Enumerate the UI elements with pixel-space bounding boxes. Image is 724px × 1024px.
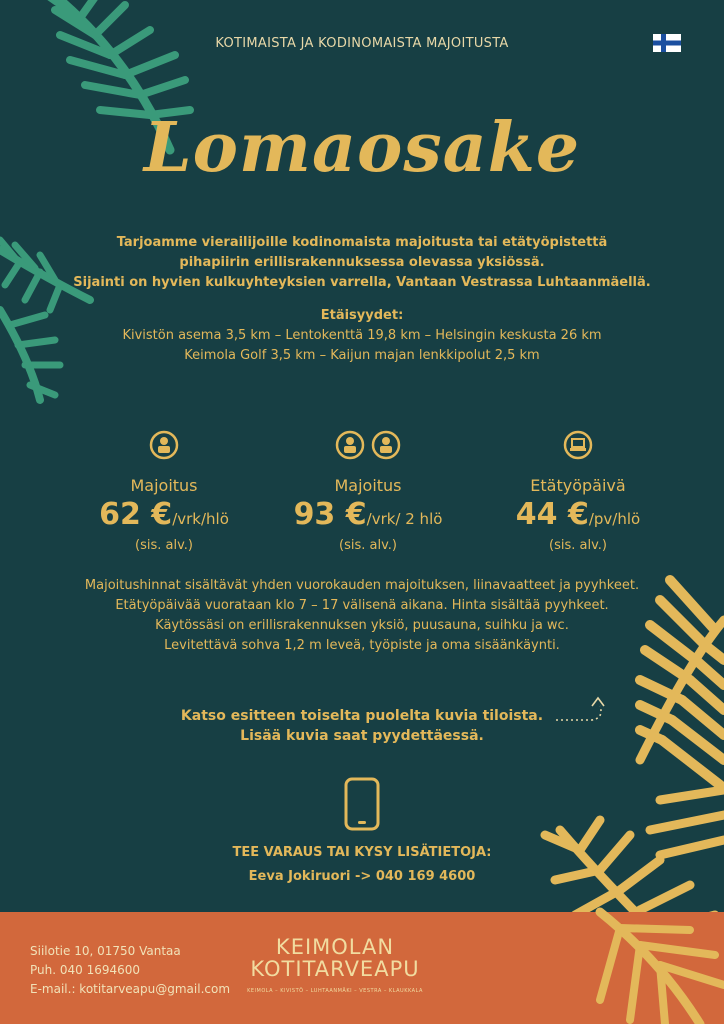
distances-line: Kivistön asema 3,5 km – Lentokenttä 19,8 km – Helsingin keskusta 26 km <box>122 328 602 343</box>
price-vat-note: (sis. alv.) <box>135 538 193 553</box>
photos-note <box>0 706 724 746</box>
details-text <box>0 576 724 656</box>
brand-name-line: KOTITARVEAPU <box>250 957 420 981</box>
footer-contact-info <box>30 942 230 999</box>
laptop-icon <box>563 430 593 460</box>
dotted-arrow-icon <box>552 694 608 726</box>
price-label: Majoitus <box>334 476 402 495</box>
price-single <box>74 430 254 553</box>
contact-heading: TEE VARAUS TAI KYSY LISÄTIETOJA: <box>232 845 492 860</box>
contact-phone-link[interactable]: Eeva Jokiruori -> 040 169 4600 <box>248 869 476 884</box>
photos-note-line: Katso esitteen toiselta puolelta kuvia tiloista. <box>180 708 544 724</box>
brand-name-line: KEIMOLAN <box>275 935 395 959</box>
person-icon <box>371 430 401 460</box>
footer-email[interactable]: E-mail.: kotitarveapu@gmail.com <box>30 982 231 996</box>
tagline: KOTIMAISTA JA KODINOMAISTA MAJOITUSTA <box>215 36 509 51</box>
footer-phone[interactable]: Puh. 040 1694600 <box>30 963 141 977</box>
details-line: Etätyöpäivää vuorataan klo 7 – 17 välisenä aikana. Hinta sisältää pyyhkeet. <box>115 598 609 613</box>
two-persons-icon <box>278 430 458 468</box>
price-double <box>278 430 458 553</box>
price-unit: /pv/hlö <box>588 510 641 528</box>
price-amount: 44 € <box>515 497 589 532</box>
distances-line: Keimola Golf 3,5 km – Kaijun majan lenkkipolut 2,5 km <box>184 348 540 363</box>
price-remote-work <box>488 430 668 553</box>
distances-heading: Etäisyydet: <box>320 308 404 323</box>
intro-line: Tarjoamme vierailijoille kodinomaista majoitusta tai etätyöpistettä <box>116 235 608 250</box>
phone-icon <box>343 776 381 832</box>
price-vat-note: (sis. alv.) <box>339 538 397 553</box>
price-vat-note: (sis. alv.) <box>549 538 607 553</box>
person-icon <box>335 430 365 460</box>
page-title: Lomaosake <box>143 108 581 188</box>
finland-flag-icon[interactable] <box>653 34 681 52</box>
intro-line: pihapiirin erillisrakennuksessa olevassa yksiössä. <box>179 255 545 270</box>
intro-line: Sijainti on hyvien kulkuyhteyksien varrella, Vantaan Vestrassa Luhtaanmäellä. <box>73 275 651 290</box>
details-line: Majoitushinnat sisältävät yhden vuorokauden majoituksen, liinavaatteet ja pyyhkeet. <box>84 578 640 593</box>
price-label: Etätyöpäivä <box>530 476 626 495</box>
price-label: Majoitus <box>130 476 198 495</box>
details-line: Levitettävä sohva 1,2 m leveä, työpiste ja oma sisäänkäynti. <box>164 638 560 653</box>
brand-subtitle: KEIMOLA – KIVISTÖ – LUHTAANMÄKI – VESTRA – KLAUKKALA <box>247 988 423 994</box>
intro-text <box>0 233 724 293</box>
price-unit: /vrk/ 2 hlö <box>366 510 443 528</box>
price-amount: 62 € <box>99 497 173 532</box>
footer-address: Siilotie 10, 01750 Vantaa <box>30 944 181 958</box>
details-line: Käytössäsi on erillisrakennuksen yksiö, puusauna, suihku ja wc. <box>155 618 569 633</box>
brand-logo <box>230 936 440 980</box>
person-icon <box>149 430 179 460</box>
price-unit: /vrk/hlö <box>172 510 229 528</box>
contact-section <box>0 843 724 887</box>
distances-section <box>0 306 724 366</box>
photos-note-line: Lisää kuvia saat pyydettäessä. <box>240 728 484 744</box>
price-amount: 93 € <box>293 497 367 532</box>
